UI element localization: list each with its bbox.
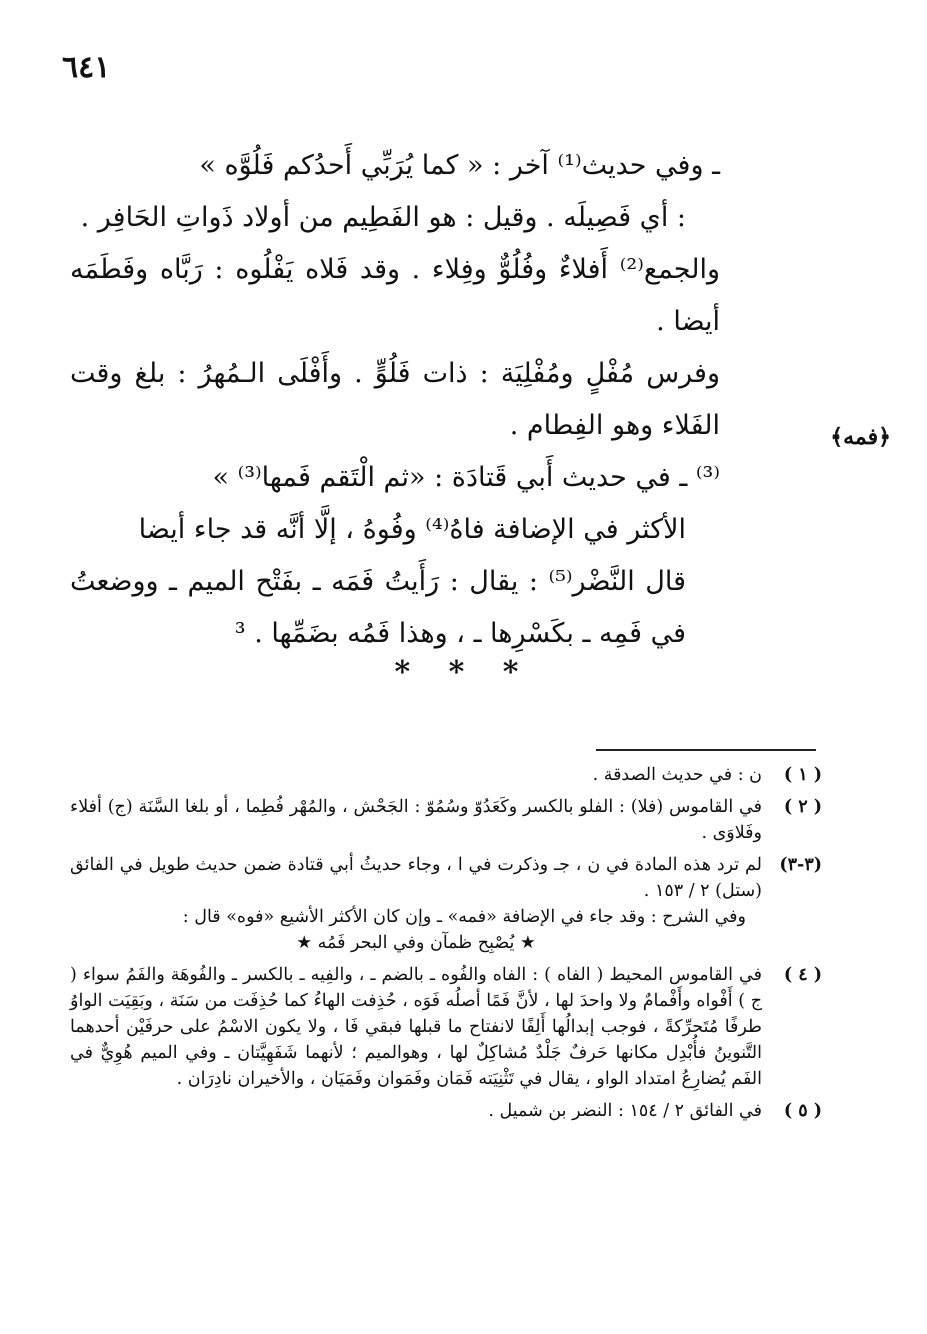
main-paragraph: والجمع⁽²⁾ أَفلاءٌ وفُلُوٌّ وفِلاء . وقد فَلاه يَفْلُوه : رَبَّاه وفَطَمَه أيضا . [70,254,720,337]
main-paragraph: الأكثر في الإضافة فاهُ⁽⁴⁾ وفُوهُ ، إلَّا أنَّه قد جاء أيضا [138,514,686,545]
footnote-text [70,794,762,846]
footnote-line: لم ترد هذه المادة في ن ، جـ وذكرت في ا ، وجاء حديثُ أبي قتادة ضمن حديث طويل في الفائق (ستل) ٢ / ١٥٣ . [70,855,762,901]
footnote-text [70,1098,762,1124]
footnote [70,762,822,788]
main-paragraph: ⁽³⁾ ـ في حديث أَبي قَتادَة : «ثم الْتَقم فَمها⁽³⁾ » [212,462,720,493]
main-paragraph: وفرس مُفْلٍ ومُفْلِيَة : ذات فَلُوٍّ . وأَفْلَى الـمُهرُ : بلغ وقت الفَلاء وهو الفِطام . [70,358,720,441]
footnote [70,962,822,1092]
main-paragraph: قال النَّضْر⁽⁵⁾ : يقال : رَأَيتُ فَمَه ـ بفَتْح الميم ـ ووضعتُ في فَمِه ـ بكَسْرِها ـ ، وهذا فَمُه بضَمِّها . ³ [70,566,687,649]
footnote-text [70,962,762,1092]
section-separator: * * * [394,655,533,690]
page-number: ٦٤١ [62,50,111,85]
footnote-line: في القاموس (فلا) : الفلو بالكسر وكَعَدُوّ وسُمُوّ : الجَحْش ، والمُهْر فُطِما ، أو بلغا السَّنَة (ج) أفلاء وفَلاوَى . [70,797,762,843]
footnote-number: ( ١ ) [783,765,822,785]
footnote [70,794,822,846]
footnote-line: في الفائق ٢ / ١٥٤ : النضر بن شميل . [488,1101,762,1121]
main-paragraph: : أي فَصِيلَه . وقيل : هو الفَطِيم من أولاد ذَواتِ الحَافِر . [80,202,686,233]
footnote-line: وفي الشرح : وقد جاء في الإضافة «فمه» ـ وإن كان الأكثر الأشيع «فوه» قال : [182,907,746,927]
footnote-number: ( ٥ ) [783,1101,822,1121]
footnote-text [70,852,762,956]
footnote-line: في القاموس المحيط ( الفاه ) : الفاه والفُوه ـ بالضم ـ ، والفِيه ـ بالكسر ـ والفُوهَة والفَمُ سواء ( ج ) أَفْواه وأَفْمامٌ ولا واحدَ لها ، لأنَّ فَمًا أصلُه فَوَه ، حُذِفت الهاءُ كما حُذِفَت من سَنَة ، وبَقِيَت الواوُ طرفًا مُتَحرِّكةً ، فوجب إبدالُها أَلِفًا لانفتاح ما قبلها فبقي فَا ، ولا يكون الاسْمُ على حرفَيْن أحدهما التَّنوينُ فأُبْدِل مكانها حَرفٌ جَلْدٌ مُشاكِلٌ لها ، وهوالميم ؛ لأنهما شَفَهِيَّتان ـ وفي الميم هُوِيٌّ في الفَم يُضارِعُ امتداد الواو ، يقال في تَثْنِيَته فَمَان وفَمَوان وفَمَيَان ، والأخيران نادِرَان . [70,965,762,1089]
footnote-verse: ★ يُصْبِح ظمآن وفي البحر فَمُه ★ [296,933,536,953]
footnote-number: ( ٢ ) [783,797,822,817]
footnote-number: ( ٤ ) [783,965,822,985]
footnote [70,1098,822,1124]
footnote-text [70,762,762,788]
footnote-rule [596,749,816,751]
main-text [70,140,720,660]
footnote-number: (٣-٣) [779,855,822,875]
margin-entry-tag: ﴿فمه﴾ [830,424,891,450]
main-paragraph: ـ وفي حديث⁽¹⁾ آخر : « كما يُرَبِّي أَحدُكم فَلُوَّه » [199,150,720,181]
footnote-line: ن : في حديث الصدقة . [592,765,762,785]
footnote [70,852,822,956]
footnotes [70,762,822,1130]
